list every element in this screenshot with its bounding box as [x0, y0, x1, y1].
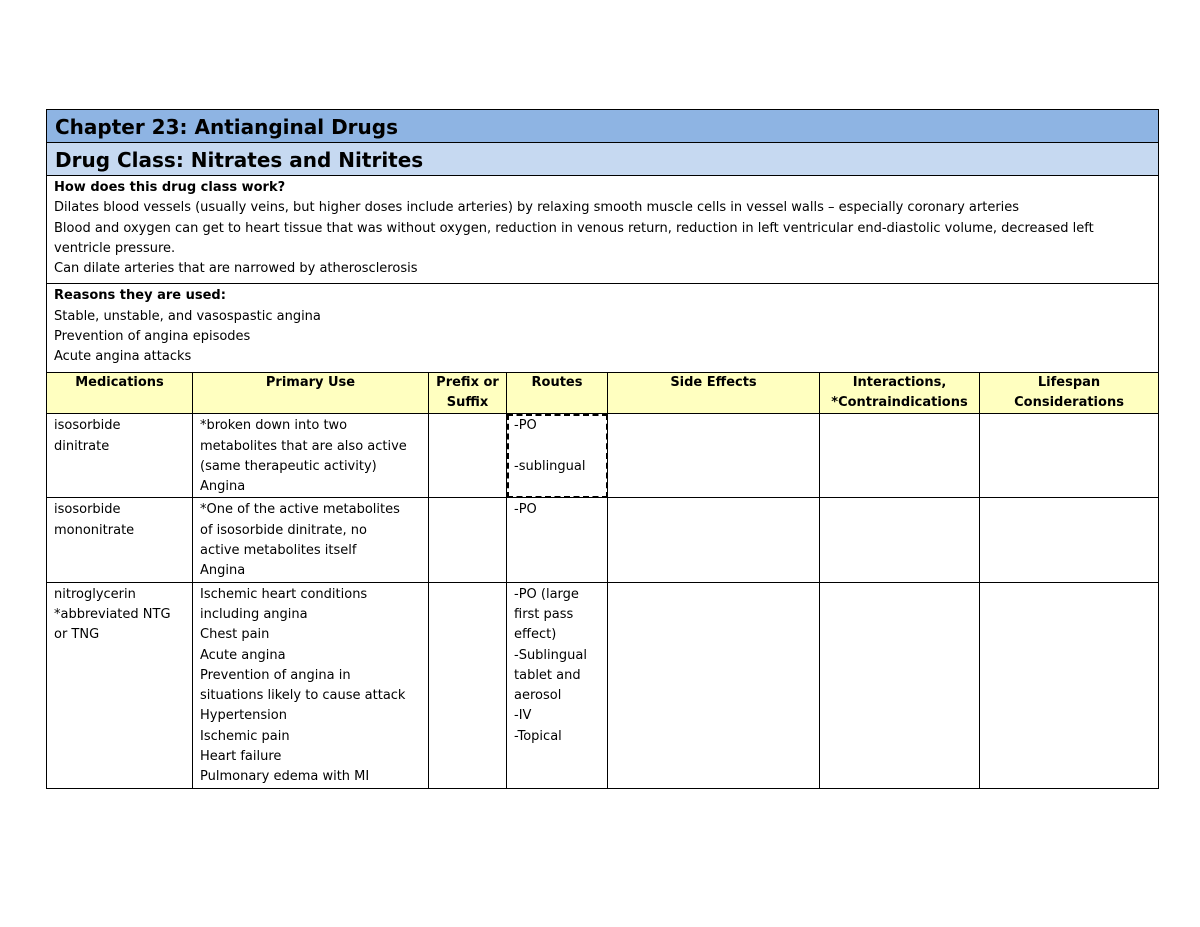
cell-line: Angina: [200, 563, 246, 579]
cell-line: *abbreviated NTG: [54, 606, 171, 622]
column-header-row: [47, 372, 1159, 414]
cell-line: tablet and: [514, 667, 581, 683]
mechanism-block: [47, 176, 1158, 283]
column-header: [193, 372, 429, 414]
cell-line: isosorbide: [54, 418, 121, 434]
title-row: [47, 110, 1159, 143]
cell-line: situations likely to cause attack: [200, 688, 406, 704]
cell-line: first pass: [514, 606, 574, 622]
cell-line: Hypertension: [200, 708, 287, 724]
cell-routes: [507, 582, 608, 788]
cell-medication: [47, 498, 193, 582]
reasons-heading: Reasons they are used:: [54, 288, 226, 304]
cell-prefix: [429, 414, 507, 498]
column-header-label: Prefix or: [436, 374, 499, 390]
cell-medication: [47, 414, 193, 498]
mechanism-line: Can dilate arteries that are narrowed by atherosclerosis: [54, 261, 418, 277]
cell-side-effects: [608, 414, 820, 498]
column-header-label: Routes: [531, 374, 583, 390]
mechanism-line: Blood and oxygen can get to heart tissue that was without oxygen, reduction in venous return, reduction in left ventricular end-diastolic volume, decreased left ventricle pressure.: [54, 220, 1094, 256]
mechanism-heading: How does this drug class work?: [54, 180, 286, 195]
cell-routes: [507, 498, 608, 582]
cell-line: nitroglycerin: [54, 586, 136, 602]
cell-line: Acute angina: [200, 647, 286, 663]
cell-line: -PO: [514, 418, 537, 434]
column-header-label: Side Effects: [670, 374, 757, 390]
table-row: [47, 582, 1159, 788]
column-header: [47, 372, 193, 414]
cell-prefix: [429, 498, 507, 582]
cell-line: including angina: [200, 606, 308, 622]
cell-line: Pulmonary edema with MI: [200, 769, 370, 785]
drug-class-title: Drug Class: Nitrates and Nitrites: [55, 148, 424, 172]
medication-rows: [47, 414, 1159, 788]
chapter-title: Chapter 23: Antianginal Drugs: [55, 115, 398, 139]
cell-line: Chest pain: [200, 627, 270, 643]
cell-lifespan: [980, 582, 1159, 788]
reasons-line: Prevention of angina episodes: [54, 329, 251, 345]
column-header: [608, 372, 820, 414]
cell-routes: [507, 414, 608, 498]
cell-line: dinitrate: [54, 438, 110, 454]
drug-table: [46, 109, 1159, 789]
cell-line: -IV: [514, 708, 532, 724]
cell-line: -PO (large: [514, 586, 579, 602]
column-header: [429, 372, 507, 414]
cell-interactions: [820, 498, 980, 582]
column-header-label: Interactions,: [852, 374, 947, 390]
cell-line: or TNG: [54, 627, 100, 643]
cell-line: *broken down into two: [200, 418, 348, 434]
cell-line: isosorbide: [54, 502, 121, 518]
cell-line: active metabolites itself: [200, 543, 357, 559]
cell-prefix: [429, 582, 507, 788]
column-header-label: Primary Use: [265, 374, 356, 390]
cell-primary-use: [193, 414, 429, 498]
cell-line: -sublingual: [514, 458, 586, 474]
cell-line: -PO: [514, 502, 537, 518]
cell-line: mononitrate: [54, 522, 135, 538]
mechanism-line: Dilates blood vessels (usually veins, but higher doses include arteries) by relaxing smooth muscle cells in vessel walls – especially coronary arteries: [54, 200, 1020, 216]
cell-line: *One of the active metabolites: [200, 502, 400, 518]
cell-line: Angina: [200, 479, 246, 495]
reasons-line: Stable, unstable, and vasospastic angina: [54, 308, 321, 324]
column-header-label: Lifespan: [1037, 374, 1101, 390]
cell-line: [514, 437, 599, 457]
cell-line: Ischemic pain: [200, 728, 290, 744]
column-header: [980, 372, 1159, 414]
cell-line: Prevention of angina in: [200, 667, 351, 683]
cell-interactions: [820, 582, 980, 788]
cell-primary-use: [193, 498, 429, 582]
column-header-label: Medications: [75, 374, 164, 390]
cell-line: metabolites that are also active: [200, 438, 407, 454]
cell-line: Ischemic heart conditions: [200, 586, 368, 602]
cell-side-effects: [608, 582, 820, 788]
reasons-line: Acute angina attacks: [54, 349, 192, 365]
reasons-row: [47, 284, 1159, 372]
cell-lifespan: [980, 414, 1159, 498]
mechanism-row: [47, 176, 1159, 284]
cell-line: (same therapeutic activity): [200, 458, 377, 474]
column-header-label: *Contraindications: [831, 394, 968, 410]
table-row: [47, 414, 1159, 498]
cell-primary-use: [193, 582, 429, 788]
cell-interactions: [820, 414, 980, 498]
drug-class-row: [47, 143, 1159, 176]
cell-side-effects: [608, 498, 820, 582]
cell-line: -Topical: [514, 728, 562, 744]
column-header: [507, 372, 608, 414]
table-row: [47, 498, 1159, 582]
cell-line: -Sublingual: [514, 647, 587, 663]
reasons-block: [47, 284, 1158, 371]
cell-line: Heart failure: [200, 749, 282, 765]
cell-line: effect): [514, 627, 557, 643]
cell-medication: [47, 582, 193, 788]
column-header-label: Considerations: [1014, 394, 1124, 410]
cell-line: aerosol: [514, 688, 562, 704]
column-header-label: Suffix: [446, 394, 489, 410]
cell-line: of isosorbide dinitrate, no: [200, 522, 367, 538]
cell-lifespan: [980, 498, 1159, 582]
column-header: [820, 372, 980, 414]
